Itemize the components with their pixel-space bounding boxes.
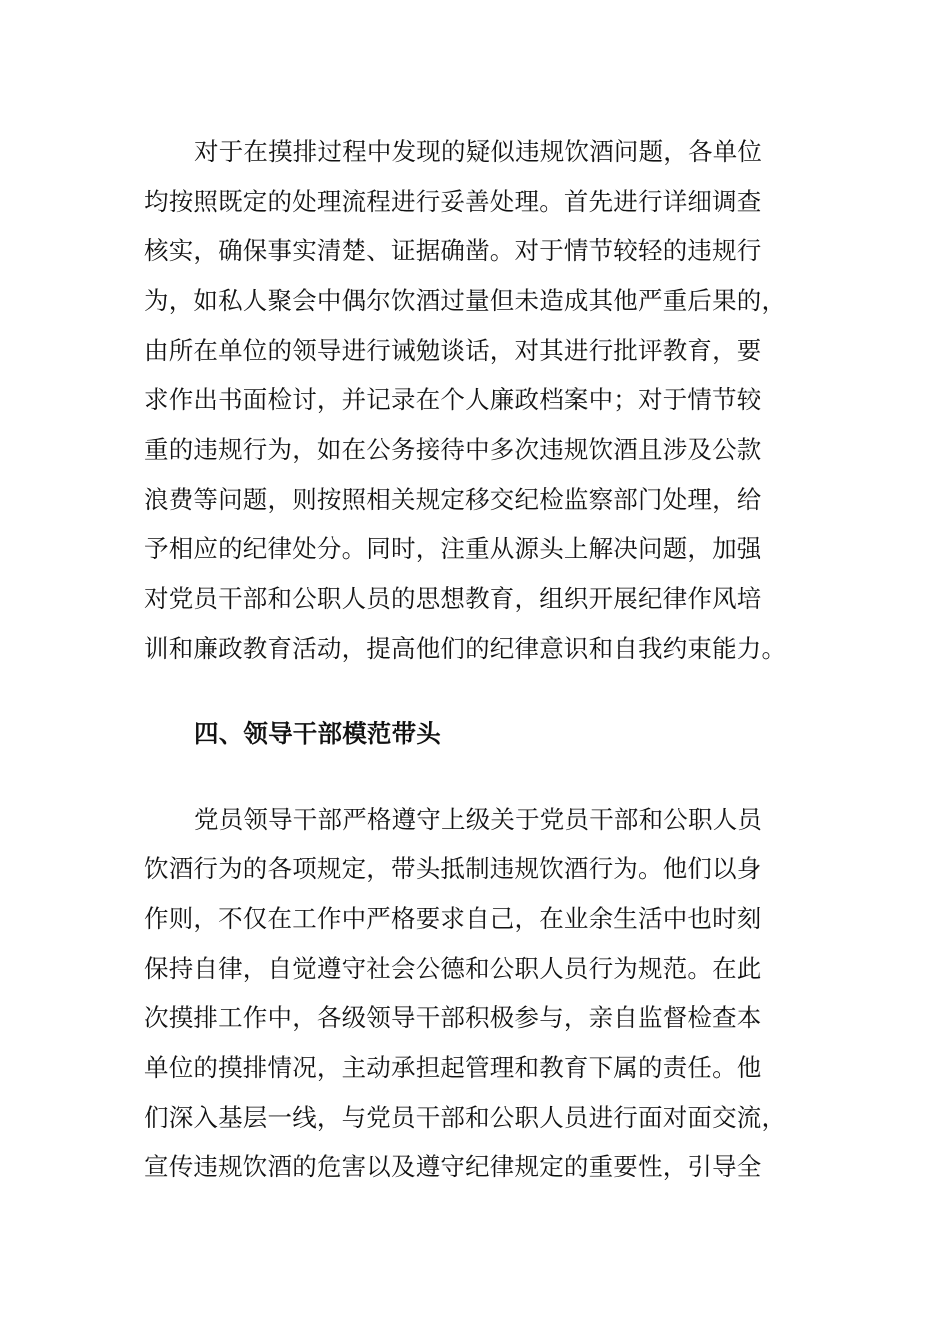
paragraph-line: 们深入基层一线，与党员干部和公职人员进行面对面交流，: [144, 1103, 787, 1132]
paragraph-line: 核实，确保事实清楚、证据确凿。对于情节较轻的违规行: [144, 236, 762, 265]
paragraph-line: 求作出书面检讨，并记录在个人廉政档案中；对于情节较: [144, 385, 762, 414]
paragraph-line: 均按照既定的处理流程进行妥善处理。首先进行详细调查: [144, 187, 762, 216]
paragraph-line: 训和廉政教育活动，提高他们的纪律意识和自我约束能力。: [144, 634, 787, 663]
paragraph-line: 对党员干部和公职人员的思想教育，组织开展纪律作风培: [144, 584, 762, 613]
paragraph-line: 保持自律，自觉遵守社会公德和公职人员行为规范。在此: [144, 954, 762, 983]
paragraph-line: 作则，不仅在工作中严格要求自己，在业余生活中也时刻: [144, 904, 762, 933]
paragraph-line: 党员领导干部严格遵守上级关于党员干部和公职人员: [194, 805, 763, 834]
paragraph-line: 予相应的纪律处分。同时，注重从源头上解决问题，加强: [144, 534, 762, 563]
paragraph-line: 宣传违规饮酒的危害以及遵守纪律规定的重要性，引导全: [144, 1152, 762, 1181]
paragraph-line: 单位的摸排情况，主动承担起管理和教育下属的责任。他: [144, 1053, 762, 1082]
paragraph-line: 为，如私人聚会中偶尔饮酒过量但未造成其他严重后果的，: [144, 286, 787, 315]
paragraph-line: 次摸排工作中，各级领导干部积极参与，亲自监督检查本: [144, 1003, 762, 1032]
paragraph-line: 重的违规行为，如在公务接待中多次违规饮酒且涉及公款: [144, 435, 762, 464]
section-heading: 四、领导干部模范带头: [194, 719, 441, 748]
paragraph-line: 浪费等问题，则按照相关规定移交纪检监察部门处理，给: [144, 485, 762, 514]
paragraph-line: 饮酒行为的各项规定，带头抵制违规饮酒行为。他们以身: [144, 854, 762, 883]
paragraph-line: 由所在单位的领导进行诫勉谈话，对其进行批评教育，要: [144, 336, 762, 365]
paragraph-line: 对于在摸排过程中发现的疑似违规饮酒问题，各单位: [194, 137, 763, 166]
